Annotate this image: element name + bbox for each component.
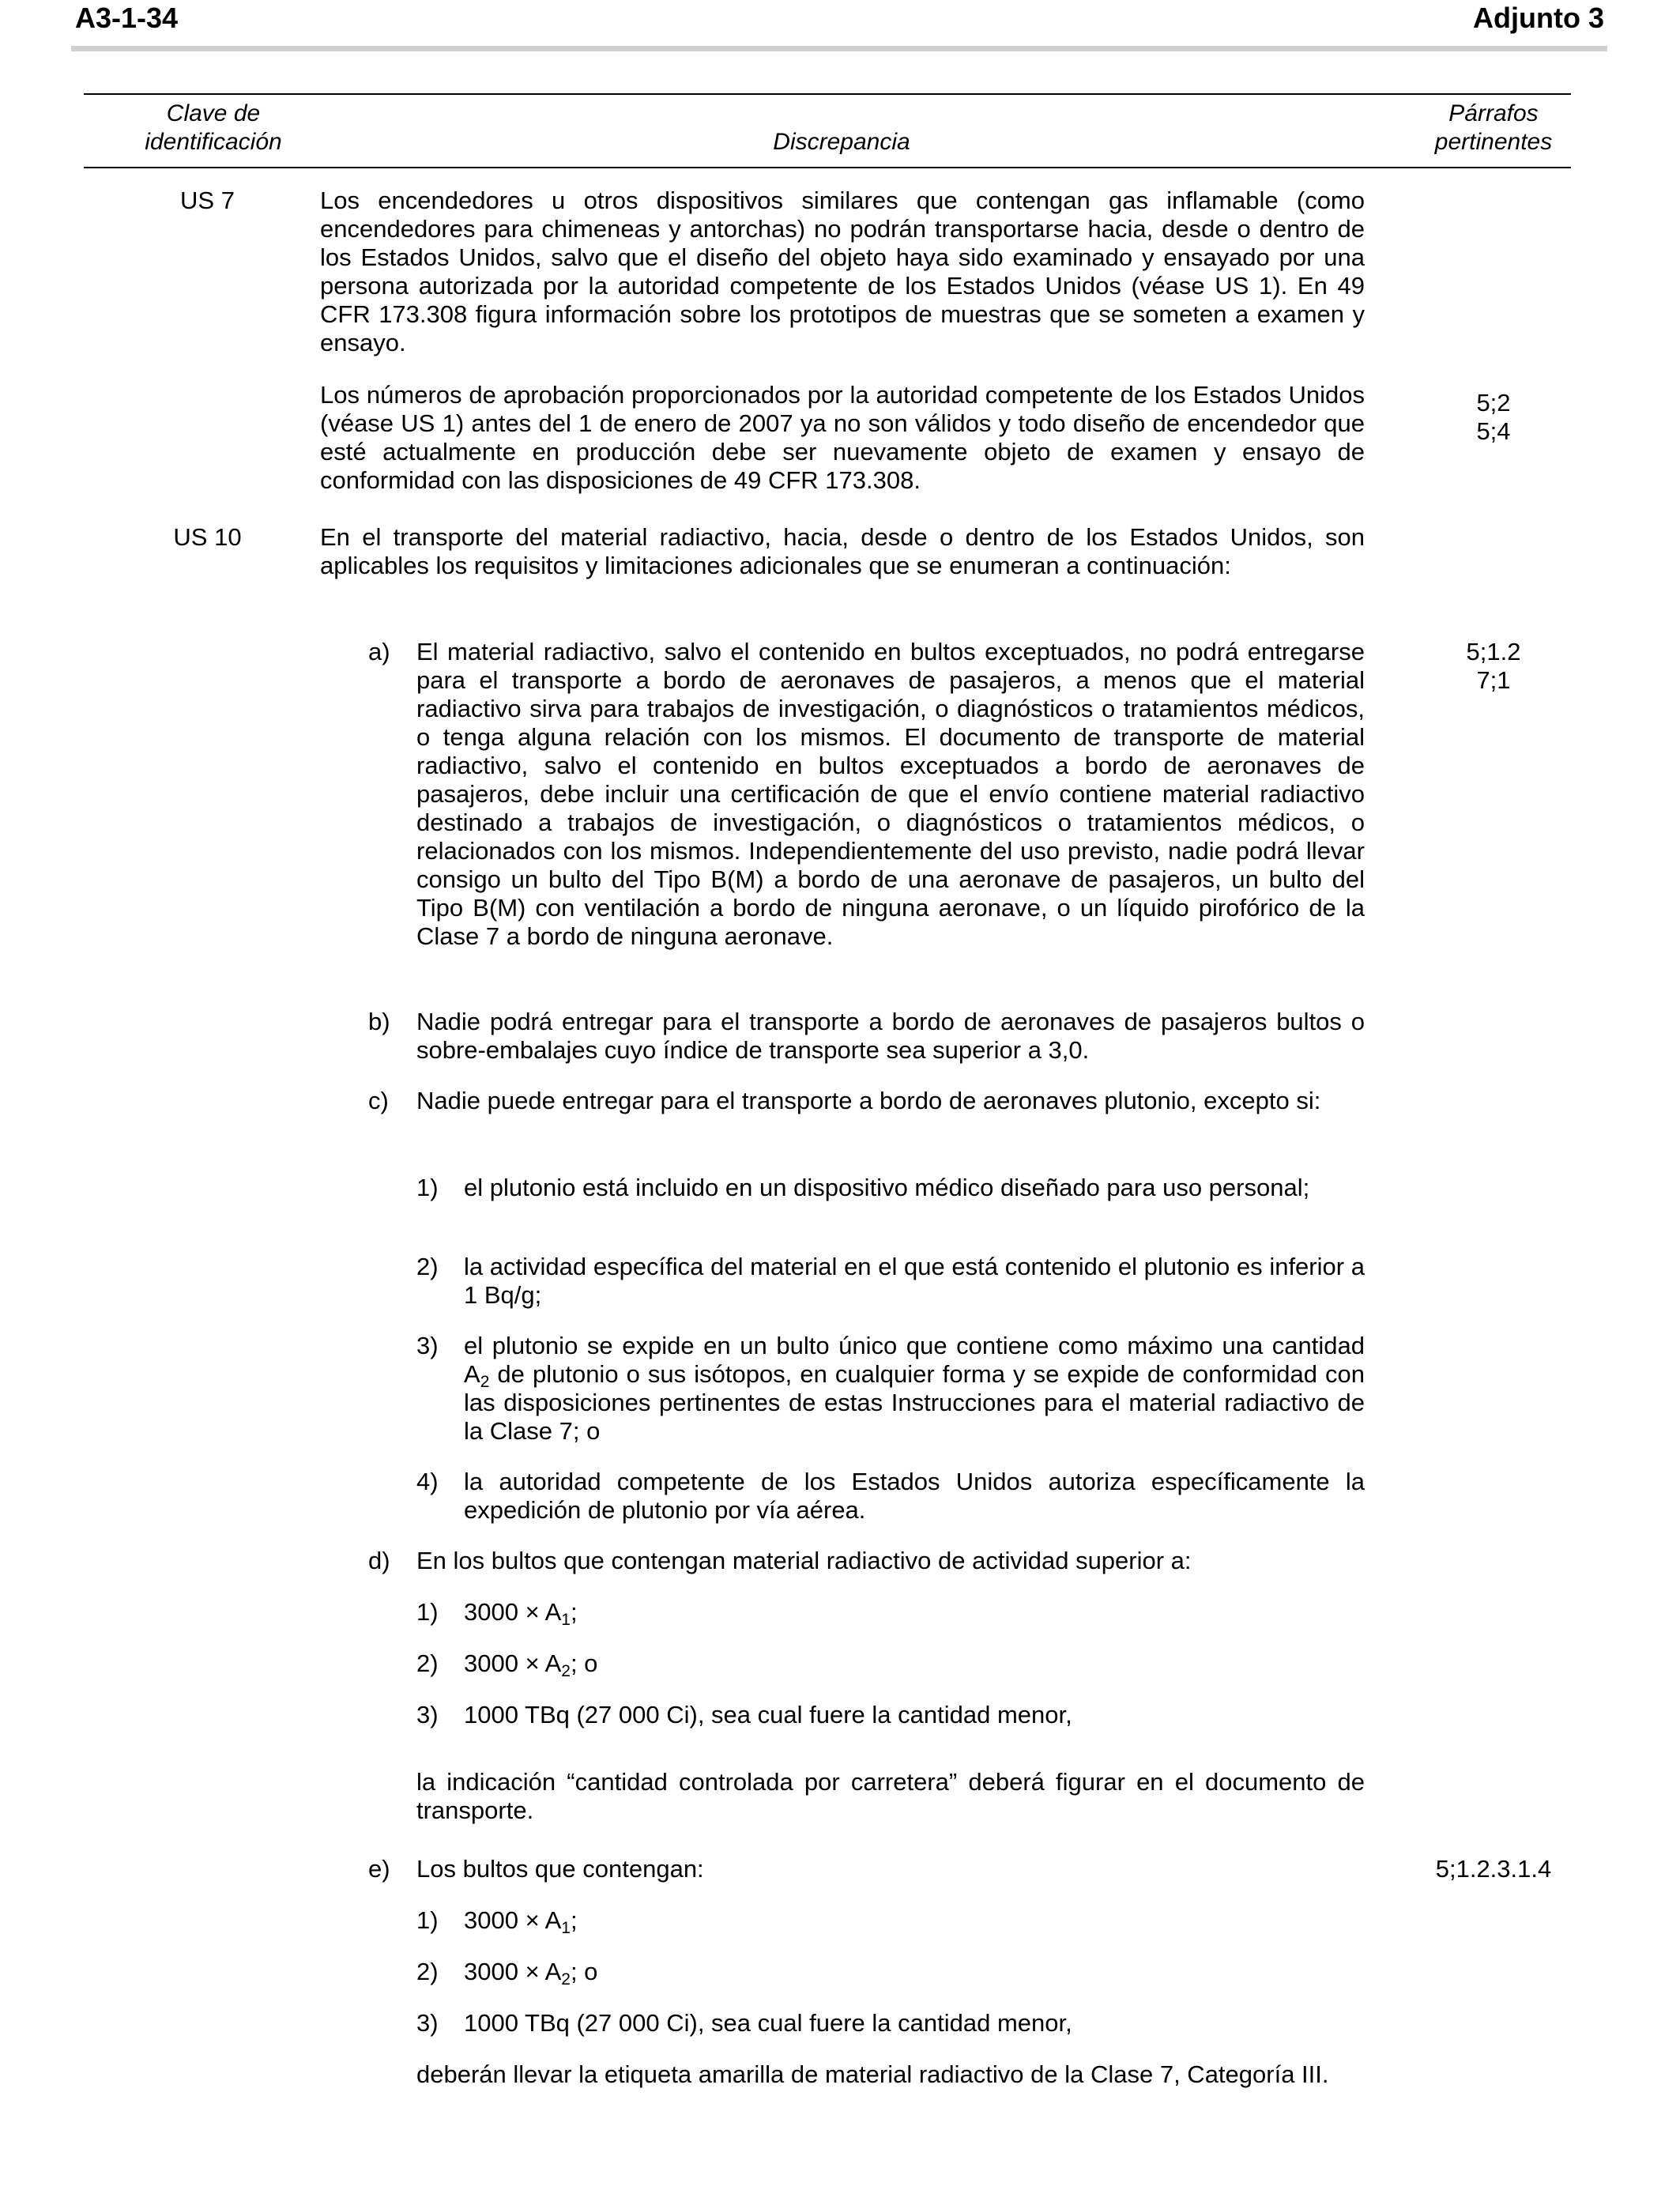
item-c3-subscript: 2 <box>480 1373 490 1391</box>
item-d1-text <box>464 1598 578 1627</box>
item-d-text: En los bultos que contengan material radiactivo de actividad superior a: <box>416 1547 1192 1574</box>
item-a-ref-2: 7;1 <box>1476 666 1511 694</box>
item-d-label: d) <box>368 1547 390 1574</box>
item-e1-label: 1) <box>416 1906 439 1934</box>
item-d2-pre: 3000 × A <box>464 1649 562 1677</box>
item-c3-label: 3) <box>416 1332 439 1359</box>
item-c3-text-post: de plutonio o sus isótopos, en cualquier forma y se expide de conformidad con las disposiciones pertinentes de estas Instrucciones para el material radiactivo de la Clase 7; o <box>464 1360 1365 1445</box>
us7-ref-1: 5;2 <box>1476 389 1511 417</box>
item-d3-label: 3) <box>416 1701 439 1728</box>
item-d1-pre: 3000 × A <box>464 1598 562 1626</box>
table-header-rule <box>84 167 1571 168</box>
item-e-ref: 5;1.2.3.1.4 <box>1435 1855 1552 1883</box>
key-column-header: Clave de identificación <box>145 100 282 155</box>
us10-intro: En el transporte del material radiactivo, hacia, desde o dentro de los Estados Unidos, son aplicables los requisitos y limitaciones adicionales que se enumeran a continuación: <box>320 523 1365 579</box>
item-b-label: b) <box>368 1008 390 1035</box>
discrepancy-column-header: Discrepancia <box>773 129 910 155</box>
row-key-us7: US 7 <box>180 187 235 214</box>
item-c-text: Nadie puede entregar para el transporte a bordo de aeronaves plutonio, excepto si: <box>416 1087 1321 1114</box>
item-e1-pre: 3000 × A <box>464 1906 562 1934</box>
item-d-tail: la indicación “cantidad controlada por carretera” deberá figurar en el documento de transporte. <box>416 1768 1365 1824</box>
table-top-rule <box>84 93 1571 95</box>
item-c1-label: 1) <box>416 1174 439 1201</box>
item-e3-text: 1000 TBq (27 000 Ci), sea cual fuere la cantidad menor, <box>464 2009 1072 2037</box>
item-b-text: Nadie podrá entregar para el transporte a bordo de aeronaves de pasajeros bultos o sobre-embalajes cuyo índice de transporte sea superior a 3,0. <box>416 1008 1365 1064</box>
item-d3-text: 1000 TBq (27 000 Ci), sea cual fuere la cantidad menor, <box>464 1701 1072 1728</box>
item-e-tail: deberán llevar la etiqueta amarilla de material radiactivo de la Clase 7, Categoría III. <box>416 2060 1329 2088</box>
item-e2-subscript: 2 <box>561 1970 571 1989</box>
item-d2-label: 2) <box>416 1649 439 1677</box>
us7-paragraph-2: Los números de aprobación proporcionados por la autoridad competente de los Estados Unidos (véase US 1) antes del 1 de enero de 2007 ya no son válidos y todo diseño de encendedor que esté actualmente en producción debe ser nuevamente objeto de examen y ensayo de conformidad con las disposiciones de 49 CFR 173.308. <box>320 381 1365 494</box>
item-c2-text: la actividad específica del material en el que está contenido el plutonio es inferior a 1 Bq/g; <box>464 1253 1365 1309</box>
item-c4-label: 4) <box>416 1468 439 1495</box>
item-c1-text: el plutonio está incluido en un dispositivo médico diseñado para uso personal; <box>464 1174 1310 1201</box>
attachment-label: Adjunto 3 <box>1473 2 1604 34</box>
item-e3-label: 3) <box>416 2009 439 2037</box>
item-c4-text: la autoridad competente de los Estados Unidos autoriza específicamente la expedición de plutonio por vía aérea. <box>464 1468 1365 1524</box>
item-a-text: El material radiactivo, salvo el contenido en bultos exceptuados, no podrá entregarse para el transporte a bordo de aeronaves de pasajeros, a menos que el material radiactivo sirva para trabajos de investigación, o diagnósticos o tratamientos médicos, o tenga alguna relación con los mismos. El documento de transporte de material radiactivo, salvo el contenido en bultos exceptuados a bordo de aeronaves de pasajeros, debe incluir una certificación de que el envío contiene material radiactivo destinado a trabajos de investigación, o diagnósticos o tratamientos médicos, o relacionados con los mismos. Independientemente del uso previsto, nadie podrá llevar consigo un bulto del Tipo B(M) a bordo de una aeronave de pasajeros, un bulto del Tipo B(M) con ventilación a bordo de ninguna aeronave, o un líquido pirofórico de la Clase 7 a bordo de ninguna aeronave. <box>416 638 1365 950</box>
row-key-us10: US 10 <box>173 523 242 551</box>
item-e1-post: ; <box>570 1906 578 1934</box>
item-e2-post: ; o <box>570 1958 598 1985</box>
item-c3-text <box>464 1332 1365 1446</box>
item-a-label: a) <box>368 638 390 665</box>
item-d2-text <box>464 1649 597 1678</box>
item-c2-label: 2) <box>416 1253 439 1280</box>
paragraphs-column-header: Párrafos pertinentes <box>1434 100 1553 155</box>
item-c3-text-pre: el plutonio se expide en un bulto único que contiene como máximo una cantidad A <box>464 1332 1365 1388</box>
page-number: A3-1-34 <box>75 2 179 34</box>
item-e2-text <box>464 1958 598 1989</box>
header-rule <box>71 46 1607 51</box>
item-e-label: e) <box>368 1855 390 1883</box>
item-d2-post: ; o <box>570 1649 598 1677</box>
us7-paragraph-1: Los encendedores u otros dispositivos similares que contengan gas inflamable (como encendedores para chimeneas y antorchas) no podrán transportarse hacia, desde o dentro de los Estados Unidos, salvo que el diseño del objeto haya sido examinado y ensayado por una persona autorizada por la autoridad competente de los Estados Unidos (véase US 1). En 49 CFR 173.308 figura información sobre los prototipos de muestras que se someten a examen y ensayo. <box>320 187 1365 356</box>
item-c-label: c) <box>368 1087 389 1114</box>
item-e1-text <box>464 1906 578 1935</box>
item-a-ref-1: 5;1.2 <box>1466 638 1521 665</box>
item-d2-subscript: 2 <box>561 1662 571 1680</box>
item-d1-subscript: 1 <box>561 1611 571 1629</box>
item-e2-label: 2) <box>416 1958 439 1985</box>
item-d1-post: ; <box>570 1598 578 1626</box>
item-e2-pre: 3000 × A <box>464 1958 562 1985</box>
item-e1-subscript: 1 <box>561 1919 571 1937</box>
item-e-text: Los bultos que contengan: <box>416 1855 704 1883</box>
item-d1-label: 1) <box>416 1598 439 1626</box>
us7-ref-2: 5;4 <box>1476 417 1511 445</box>
